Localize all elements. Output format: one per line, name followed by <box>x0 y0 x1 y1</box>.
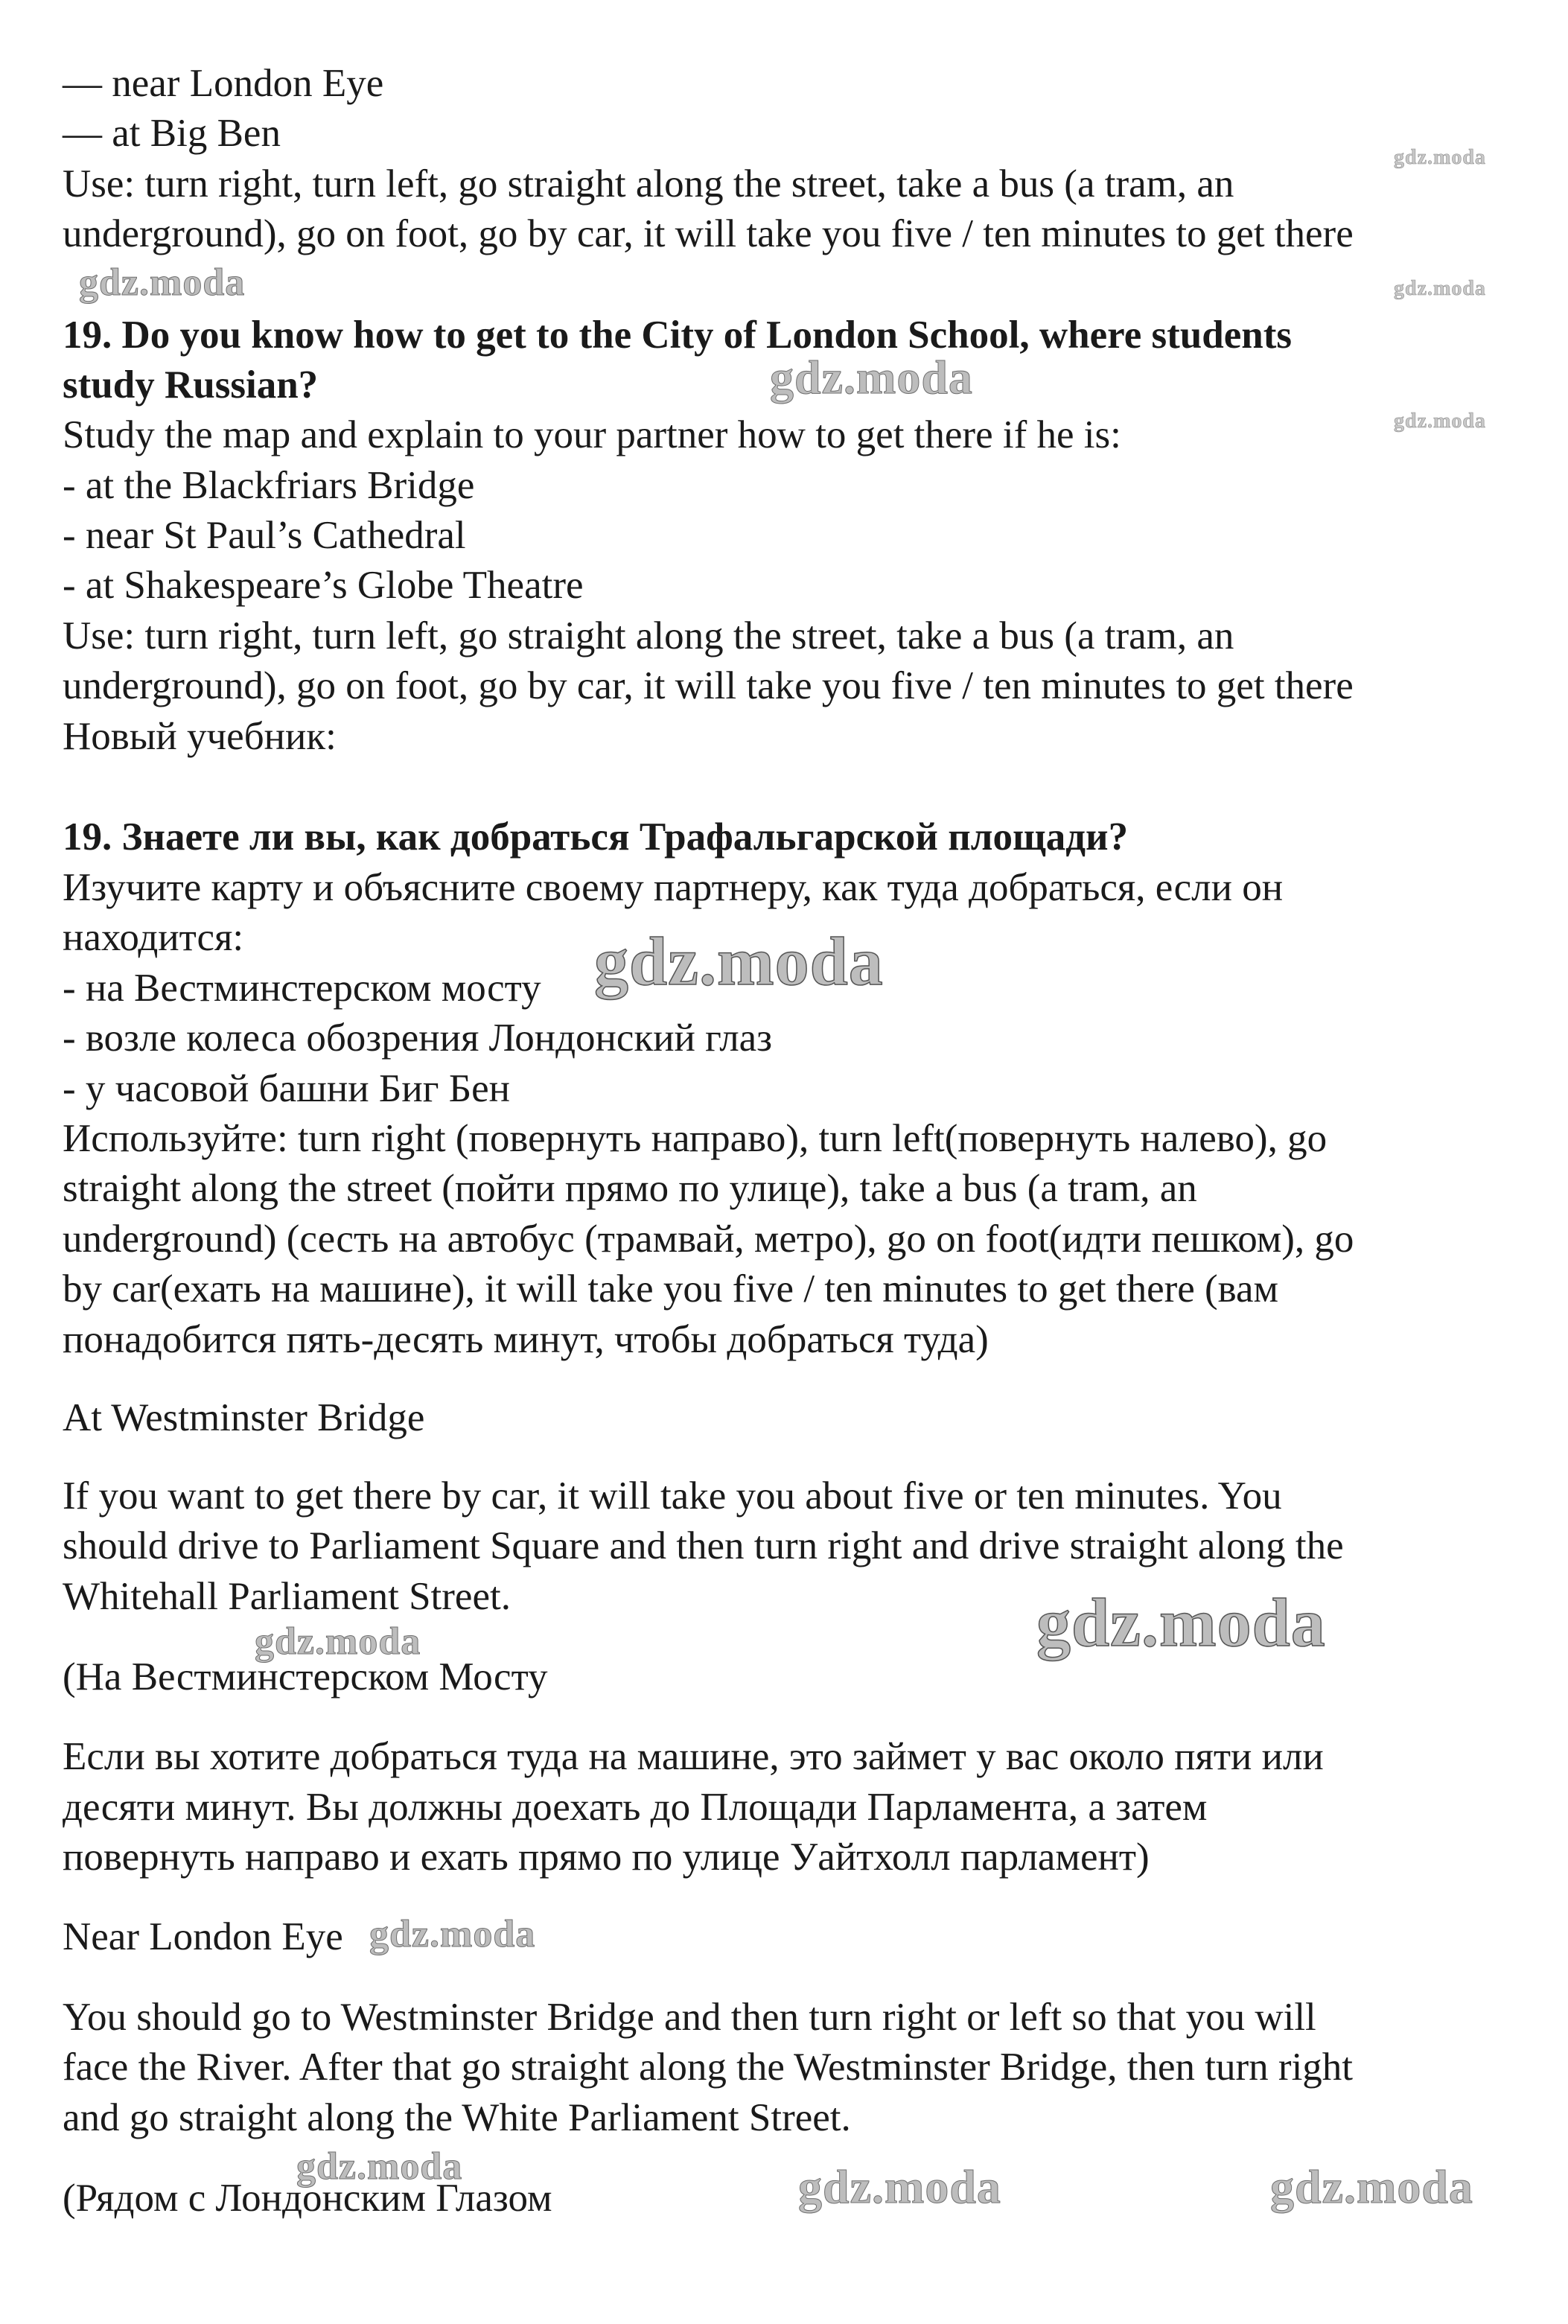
text-line: находится: <box>63 916 244 959</box>
watermark-logo: gdz.moda <box>1394 277 1486 300</box>
section-label: Новый учебник: <box>63 715 337 758</box>
answer-translation: повернуть направо и ехать прямо по улице Уайтхолл парламент) <box>63 1836 1150 1879</box>
answer-subheading: At Westminster Bridge <box>63 1396 425 1439</box>
answer-text: If you want to get there by car, it will take you about five or ten minutes. You <box>63 1474 1282 1518</box>
list-item: - at Shakespeare’s Globe Theatre <box>63 564 584 607</box>
answer-text: Whitehall Parliament Street. <box>63 1575 511 1618</box>
list-item: - возле колеса обозрения Лондонский глаз <box>63 1016 773 1060</box>
text-line: Use: turn right, turn left, go straight along the street, take a bus (a tram, an <box>63 614 1234 658</box>
watermark-logo: gdz.moda <box>1270 2160 1473 2213</box>
watermark-logo: gdz.moda <box>1394 146 1486 169</box>
watermark-logo: gdz.moda <box>1036 1585 1326 1661</box>
text-line: Используйте: turn right (повернуть направо), turn left(повернуть налево), go <box>63 1117 1328 1160</box>
text-line: Use: turn right, turn left, go straight along the street, take a bus (a tram, an <box>63 162 1234 206</box>
list-item: - на Вестминстерском мосту <box>63 967 541 1010</box>
answer-text: face the River. After that go straight along the Westminster Bridge, then turn right <box>63 2046 1354 2089</box>
text-line: Изучите карту и объясните своему партнеру, как туда добраться, если он <box>63 866 1284 909</box>
watermark-logo: gdz.moda <box>255 1620 421 1663</box>
answer-translation: десяти минут. Вы должны доехать до Площади Парламента, а затем <box>63 1786 1208 1829</box>
text-line: понадобится пять-десять минут, чтобы добраться туда) <box>63 1318 989 1361</box>
text-line: straight along the street (пойти прямо по улице), take a bus (a tram, an <box>63 1167 1197 1210</box>
list-item: - у часовой башни Биг Бен <box>63 1067 511 1110</box>
answer-translation: (Рядом с Лондонским Глазом <box>63 2177 552 2220</box>
watermark-logo: gdz.moda <box>798 2160 1001 2213</box>
watermark-logo: gdz.moda <box>79 261 246 304</box>
watermark-logo: gdz.moda <box>296 2145 463 2188</box>
watermark-logo: gdz.moda <box>369 1913 536 1955</box>
watermark-logo: gdz.moda <box>594 923 884 999</box>
text-line: underground), go on foot, go by car, it will take you five / ten minutes to get there <box>63 664 1354 707</box>
list-item: - near St Paul’s Cathedral <box>63 514 466 557</box>
watermark-logo: gdz.moda <box>1394 410 1486 433</box>
answer-text: You should go to Westminster Bridge and then turn right or left so that you will <box>63 1996 1316 2039</box>
text-line: by car(ехать на машине), it will take you five / ten minutes to get there (вам <box>63 1267 1279 1311</box>
answer-translation: Если вы хотите добраться туда на машине, это займет у вас около пяти или <box>63 1735 1324 1778</box>
document-page <box>63 0 1522 2324</box>
watermark-logo: gdz.moda <box>770 351 973 404</box>
text-line: underground), go on foot, go by car, it will take you five / ten minutes to get there <box>63 212 1354 255</box>
answer-text: should drive to Parliament Square and then turn right and drive straight along the <box>63 1524 1344 1567</box>
text-line: Study the map and explain to your partner how to get there if he is: <box>63 413 1121 456</box>
text-line: underground) (сесть на автобус (трамвай, метро), go on foot(идти пешком), go <box>63 1217 1354 1261</box>
text-line: — near London Eye <box>63 62 384 105</box>
text-line: — at Big Ben <box>63 112 281 155</box>
list-item: - at the Blackfriars Bridge <box>63 464 475 507</box>
exercise-heading: study Russian? <box>63 363 319 407</box>
exercise-heading: 19. Знаете ли вы, как добраться Трафальгарской площади? <box>63 815 1129 859</box>
exercise-heading: 19. Do you know how to get to the City of London School, where students <box>63 313 1292 357</box>
answer-subheading: Near London Eye <box>63 1915 343 1958</box>
answer-text: and go straight along the White Parliament Street. <box>63 2096 851 2139</box>
answer-translation: (На Вестминстерском Мосту <box>63 1655 548 1699</box>
